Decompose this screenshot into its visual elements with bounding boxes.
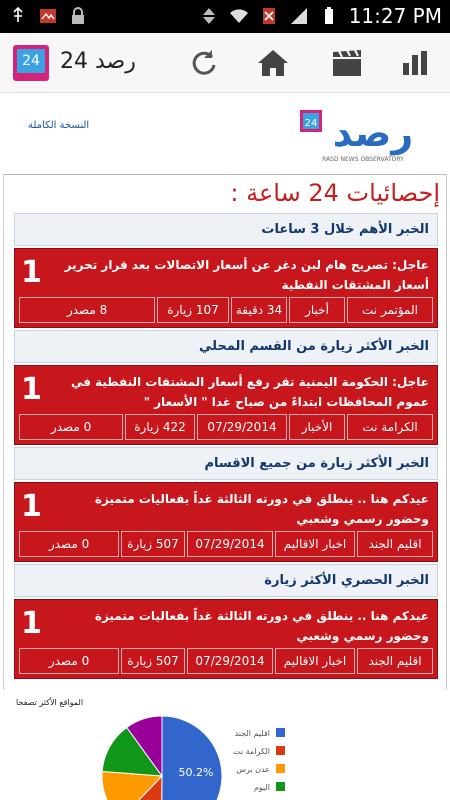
clapperboard-icon[interactable] [330,47,364,79]
source-count: 0 مصدر [19,531,119,557]
time-ago: 34 دقيقة [231,297,287,323]
visit-count: 107 زيارة [157,297,229,323]
site-header [0,94,450,174]
section-title: الخبر الأهم خلال 3 ساعات [14,213,438,246]
rank-number: 1 [21,489,42,524]
app-icon[interactable] [13,45,49,81]
chart-title: المواقع الأكثر تصفحا [16,698,84,707]
news-card[interactable] [14,599,438,679]
news-meta-row [19,414,433,440]
signal-icon [289,6,309,26]
section-title: الخبر الأكثر زيارة من جميع الاقسام [14,447,438,480]
app-icon-text: 24 [17,49,45,73]
visit-count: 507 زيارة [121,531,185,557]
action-bar [0,33,450,93]
news-card[interactable] [14,365,438,445]
lock-icon [68,6,88,26]
legend-label: اليوم [253,783,270,792]
no-sim-icon [259,6,279,26]
news-card[interactable] [14,248,438,328]
section-local-most-visited [14,330,438,445]
category[interactable]: اخبار الاقاليم [275,531,355,557]
legend-swatch [276,746,285,755]
svg-text:رصد: رصد [332,111,414,155]
visit-count: 507 زيارة [121,648,185,674]
news-meta-row [19,648,433,674]
date: 07/29/2014 [197,414,287,440]
section-title: الخبر الحصري الأكثر زيارة [14,564,438,597]
clock: 11:27 PM [348,4,442,28]
news-headline[interactable]: عيدكم هنا .. ينطلق في دورته الثالثة غداً بفعاليات متميزة وحضور رسمي وشعبي [94,609,429,643]
refresh-icon[interactable] [188,47,222,79]
wifi-icon [229,6,249,26]
legend-swatch [276,782,285,791]
section-all-most-visited [14,447,438,562]
section-exclusive-most-visited [14,564,438,679]
legend-swatch [276,764,285,773]
date: 07/29/2014 [187,648,273,674]
news-meta-row [19,531,433,557]
source-count: 8 مصدر [19,297,155,323]
legend-swatch [276,728,285,737]
pie-slice[interactable] [161,716,222,800]
category[interactable]: اخبار الاقاليم [275,648,355,674]
app-title: رصد 24 [60,49,136,74]
pie-data-label: 50.2% [178,766,214,779]
bar-chart-icon[interactable] [398,47,432,79]
category[interactable]: الأخبار [289,414,345,440]
rank-number: 1 [21,255,42,290]
section-title: الخبر الأكثر زيارة من القسم المحلي [14,330,438,363]
source-name[interactable]: المؤتمر نت [347,297,433,323]
source-count: 0 مصدر [19,648,119,674]
legend-label: الكرامة نت [233,747,270,756]
legend-label: اقليم الجند [234,729,270,738]
svg-text:RASD NEWS OBSERVATORY: RASD NEWS OBSERVATORY [322,156,404,163]
rank-number: 1 [21,372,42,407]
news-card[interactable] [14,482,438,562]
battery-icon [319,6,339,26]
status-bar [0,0,450,33]
data-transfer-icon [199,6,219,26]
sites-pie-chart [0,690,450,800]
source-name[interactable]: اقليم الجند [357,531,433,557]
pie-chart-svg [0,690,450,800]
svg-text:24: 24 [304,118,318,129]
news-headline[interactable]: عيدكم هنا .. ينطلق في دورته الثالثة غداً بفعاليات متميزة وحضور رسمي وشعبي [94,492,429,526]
source-name[interactable]: الكرامة نت [347,414,433,440]
rank-number: 1 [21,606,42,641]
legend-label: عدن برس [236,765,270,774]
usb-icon [8,6,28,26]
date: 07/29/2014 [187,531,273,557]
source-name[interactable]: اقليم الجند [357,648,433,674]
notification-icon [38,6,58,26]
home-icon[interactable] [256,47,290,79]
full-version-link[interactable]: النسخة الكاملة [28,120,90,131]
news-headline[interactable]: عاجل: تصريح هام لبن دغر عن أسعار الاتصالات بعد قرار تحرير أسعار المشتقات النفطية [64,258,429,292]
visit-count: 422 زيارة [125,414,195,440]
logo[interactable] [298,104,428,164]
section-top-news [14,213,438,328]
rasd-logo-icon [298,104,428,164]
news-meta-row [19,297,433,323]
source-count: 0 مصدر [19,414,123,440]
category[interactable]: أخبار [289,297,345,323]
news-headline[interactable]: عاجل: الحكومة اليمنية تقر رفع أسعار المشتقات النفطية في عموم المحافظات ابتداءً من صباح غدا " الأسعار " [70,375,429,409]
page-heading: إحصائيات 24 ساعة : [230,179,440,207]
